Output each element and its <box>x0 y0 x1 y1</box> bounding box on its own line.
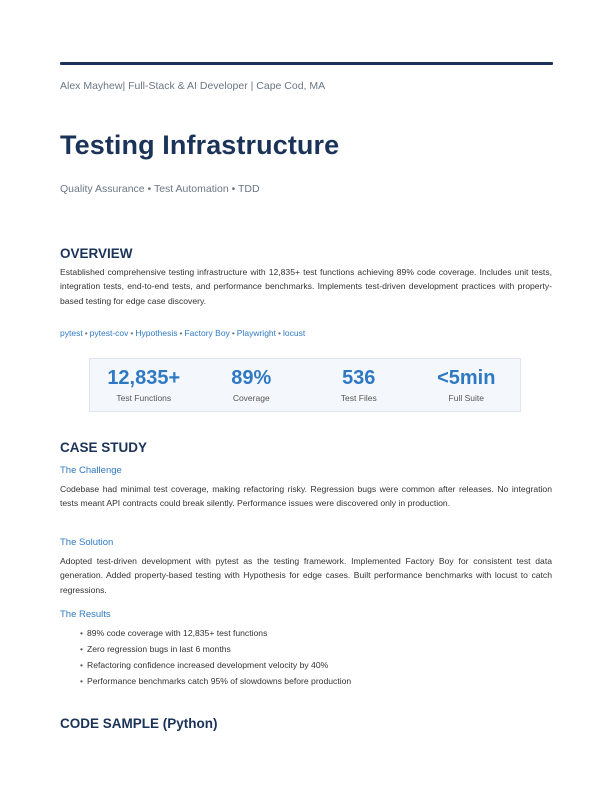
stat-value: 536 <box>342 367 376 389</box>
tag-factory-boy: Factory Boy <box>184 328 230 338</box>
page-title: Testing Infrastructure <box>60 130 340 160</box>
top-divider <box>60 62 553 65</box>
stats-panel <box>89 358 521 412</box>
stat-label: Test Files <box>340 393 377 403</box>
tag-separator: • <box>130 328 134 338</box>
overview-body: Established comprehensive testing infrastructure with 12,835+ test functions achieving 89% code coverage. Includes unit tests, integration tests, end-to-end tests, and performance benchmarks. Implements test-driven development practices with property-based testing for edge case discovery. <box>60 267 552 306</box>
tech-tags <box>60 328 305 338</box>
results-heading: The Results <box>60 609 111 620</box>
stat-full-suite <box>413 359 521 411</box>
author-byline: Alex Mayhew| Full-Stack & AI Developer | Cape Cod, MA <box>60 80 326 92</box>
results-item: • Refactoring confidence increased development velocity by 40% <box>80 659 351 675</box>
tag-locust: locust <box>283 328 306 338</box>
tag-pytest-cov: pytest-cov <box>89 328 129 338</box>
stat-coverage <box>198 359 306 411</box>
tag-separator: • <box>278 328 281 338</box>
tag-hypothesis: Hypothesis <box>135 328 178 338</box>
page-subtitle: Quality Assurance • Test Automation • TDD <box>60 183 260 195</box>
stat-label: Full Suite <box>448 393 484 403</box>
stat-label: Coverage <box>232 393 270 403</box>
case-study-heading: CASE STUDY <box>60 440 148 455</box>
stat-test-files <box>305 359 413 411</box>
stat-label: Test Functions <box>116 393 172 403</box>
tag-playwright: Playwright <box>236 328 277 338</box>
solution-heading: The Solution <box>60 537 114 548</box>
stat-value: 89% <box>231 367 272 389</box>
tag-separator: • <box>84 328 88 338</box>
tag-pytest: pytest <box>60 328 83 338</box>
results-item: • Performance benchmarks catch 95% of slowdowns before production <box>80 675 351 691</box>
tag-separator: • <box>179 328 183 338</box>
results-item: • 89% code coverage with 12,835+ test functions <box>80 627 351 643</box>
stat-test-functions <box>90 359 198 411</box>
stat-value: <5min <box>437 367 496 389</box>
challenge-heading: The Challenge <box>60 465 122 476</box>
results-item: • Zero regression bugs in last 6 months <box>80 643 351 659</box>
overview-heading: OVERVIEW <box>60 246 133 261</box>
code-sample-heading: CODE SAMPLE (Python) <box>60 716 218 731</box>
solution-body: Adopted test-driven development with pytest as the testing framework. Implemented Factory Boy for consistent test data generation. Added property-based testing with Hypothesis for edge cases. Built performance benchmarks with locust to catch regressions. <box>60 556 552 595</box>
results-list <box>80 627 351 691</box>
stat-value: 12,835+ <box>107 367 181 389</box>
tag-separator: • <box>231 328 235 338</box>
challenge-body: Codebase had minimal test coverage, making refactoring risky. Regression bugs were common after releases. No integration tests meant API contracts could break silently. Performance issues were discovered only in production. <box>60 484 552 509</box>
